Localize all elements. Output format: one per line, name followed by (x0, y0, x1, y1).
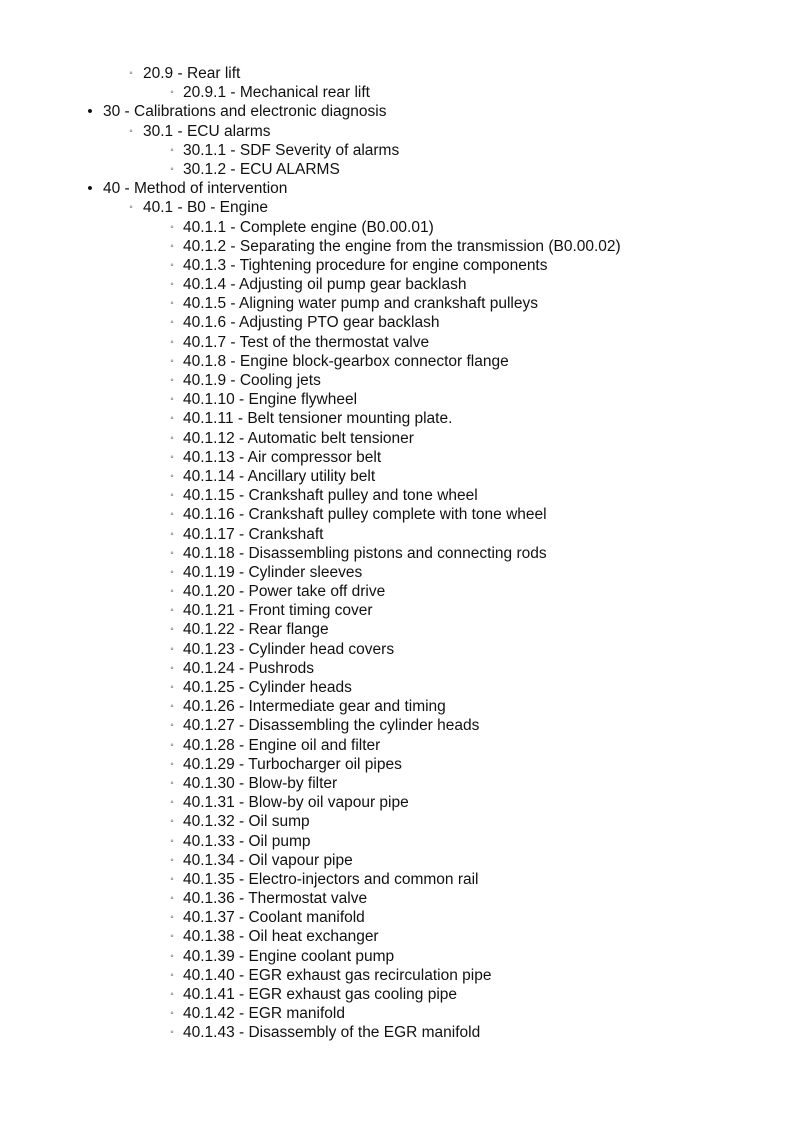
toc-entry-level-3[interactable] (0, 793, 794, 812)
toc-entry-label: 30.1.2 - ECU ALARMS (183, 160, 340, 178)
toc-entry-label: 40.1.6 - Adjusting PTO gear backlash (183, 314, 440, 332)
toc-entry-label: 40.1 - B0 - Engine (143, 199, 268, 217)
toc-entry-label: 40.1.43 - Disassembly of the EGR manifold (183, 1024, 481, 1042)
circle-bullet-icon: ◦ (170, 355, 174, 367)
toc-entry-level-3[interactable] (0, 736, 794, 755)
toc-entry-label: 20.9 - Rear lift (143, 65, 241, 82)
toc-entry-label: 40.1.15 - Crankshaft pulley and tone wheel (183, 487, 478, 505)
circle-bullet-icon: ◦ (170, 336, 174, 348)
toc-entry-level-3[interactable] (0, 1023, 794, 1042)
toc-entry-level-3[interactable] (0, 985, 794, 1004)
toc-entry-label: 40.1.16 - Crankshaft pulley complete with tone wheel (183, 506, 547, 524)
toc-entry-level-3[interactable] (0, 755, 794, 774)
toc-entry-level-1[interactable] (0, 102, 794, 121)
circle-bullet-icon: ◦ (170, 144, 174, 156)
circle-bullet-icon: ◦ (170, 566, 174, 578)
toc-entry-label: 40.1.42 - EGR manifold (183, 1005, 345, 1023)
circle-bullet-icon: ◦ (170, 547, 174, 559)
circle-bullet-icon: ◦ (170, 432, 174, 444)
toc-entry-label: 40.1.19 - Cylinder sleeves (183, 563, 363, 581)
toc-entry-level-3[interactable] (0, 390, 794, 409)
toc-entry-label: 40.1.32 - Oil sump (183, 813, 310, 831)
circle-bullet-icon: ◦ (170, 605, 174, 617)
toc-entry-level-3[interactable] (0, 544, 794, 563)
circle-bullet-icon: ◦ (170, 624, 174, 636)
circle-bullet-icon: ◦ (170, 221, 174, 233)
toc-entry-level-3[interactable] (0, 160, 794, 179)
toc-entry-level-3[interactable] (0, 409, 794, 428)
circle-bullet-icon: ◦ (170, 317, 174, 329)
circle-bullet-icon: ◦ (170, 989, 174, 1000)
circle-bullet-icon: ◦ (170, 720, 174, 732)
circle-bullet-icon: ◦ (170, 758, 174, 770)
circle-bullet-icon: ◦ (170, 873, 174, 885)
toc-entry-level-3[interactable] (0, 927, 794, 946)
circle-bullet-icon: ◦ (170, 87, 174, 99)
toc-entry-label: 40.1.14 - Ancillary utility belt (183, 467, 376, 485)
circle-bullet-icon: ◦ (170, 509, 174, 521)
toc-entry-level-3[interactable] (0, 947, 794, 966)
circle-bullet-icon: ◦ (170, 701, 174, 713)
toc-entry-level-3[interactable] (0, 812, 794, 831)
toc-entry-level-3[interactable] (0, 697, 794, 716)
toc-entry-level-3[interactable] (0, 832, 794, 851)
toc-entry-label: 40.1.26 - Intermediate gear and timing (183, 698, 446, 716)
toc-entry-level-2[interactable] (0, 198, 794, 217)
circle-bullet-icon: ◦ (170, 375, 174, 386)
circle-bullet-icon: ◦ (170, 1008, 174, 1020)
toc-entry-label: 40.1.39 - Engine coolant pump (183, 947, 395, 965)
bullet-icon: • (87, 180, 93, 198)
bullet-icon: • (87, 103, 93, 121)
toc-entry-level-3[interactable] (0, 486, 794, 505)
circle-bullet-icon: ◦ (170, 931, 174, 943)
toc-entry-level-3[interactable] (0, 256, 794, 275)
toc-entry-label: 40.1.12 - Automatic belt tensioner (183, 429, 414, 447)
toc-entry-level-3[interactable] (0, 313, 794, 332)
toc-entry-label: 40.1.17 - Crankshaft (183, 525, 324, 543)
circle-bullet-icon: ◦ (170, 240, 174, 252)
toc-entry-label: 40.1.34 - Oil vapour pipe (183, 851, 353, 869)
toc-entry-level-3[interactable] (0, 218, 794, 237)
toc-entry-label: 40.1.18 - Disassembling pistons and connecting rods (183, 544, 547, 562)
toc-entry-label: 40.1.36 - Thermostat valve (183, 890, 368, 908)
circle-bullet-icon: ◦ (170, 682, 174, 693)
toc-entry-label: 40.1.5 - Aligning water pump and crankshaft pulleys (183, 295, 538, 313)
toc-entry-label: 40.1.33 - Oil pump (183, 832, 311, 850)
toc-entry-level-1[interactable] (0, 179, 794, 198)
circle-bullet-icon: ◦ (170, 662, 174, 674)
circle-bullet-icon: ◦ (170, 893, 174, 905)
circle-bullet-icon: ◦ (170, 394, 174, 406)
toc-entry-level-3[interactable] (0, 620, 794, 639)
toc-entry-label: 40.1.27 - Disassembling the cylinder heads (183, 717, 480, 735)
toc-entry-label: 40.1.1 - Complete engine (B0.00.01) (183, 218, 434, 236)
toc-entry-label: 40.1.24 - Pushrods (183, 659, 314, 677)
toc-entry-label: 30.1.1 - SDF Severity of alarms (183, 141, 400, 159)
toc-entry-label: 40.1.37 - Coolant manifold (183, 909, 365, 927)
toc-entry-level-3[interactable] (0, 448, 794, 467)
toc-entry-label: 20.9.1 - Mechanical rear lift (183, 84, 370, 102)
toc-entry-level-2[interactable] (0, 64, 794, 83)
circle-bullet-icon: ◦ (170, 912, 174, 924)
circle-bullet-icon: ◦ (170, 586, 174, 598)
circle-bullet-icon: ◦ (170, 643, 174, 655)
toc-entry-level-3[interactable] (0, 908, 794, 927)
circle-bullet-icon: ◦ (170, 969, 174, 981)
toc-entry-level-3[interactable] (0, 333, 794, 352)
toc-entry-label: 40.1.21 - Front timing cover (183, 602, 373, 620)
toc-entry-label: 40.1.23 - Cylinder head covers (183, 640, 395, 658)
circle-bullet-icon: ◦ (170, 528, 174, 540)
circle-bullet-icon: ◦ (170, 279, 174, 291)
toc-entry-level-3[interactable] (0, 275, 794, 294)
toc-entry-level-3[interactable] (0, 141, 794, 160)
toc-entry-label: 40.1.20 - Power take off drive (183, 583, 386, 601)
toc-entry-label: 40.1.38 - Oil heat exchanger (183, 928, 379, 946)
toc-entry-label: 40.1.25 - Cylinder heads (183, 679, 352, 696)
circle-bullet-icon: ◦ (170, 259, 174, 271)
toc-entry-label: 40.1.13 - Air compressor belt (183, 448, 382, 466)
toc-entry-label: 40 - Method of intervention (103, 180, 288, 198)
toc-entry-label: 30.1 - ECU alarms (143, 122, 271, 140)
toc-entry-level-3[interactable] (0, 716, 794, 735)
toc-entry-level-3[interactable] (0, 851, 794, 870)
toc-entry-label: 40.1.2 - Separating the engine from the transmission (B0.00.02) (183, 237, 621, 255)
circle-bullet-icon: ◦ (170, 950, 174, 962)
toc-entry-label: 40.1.11 - Belt tensioner mounting plate. (183, 410, 453, 428)
circle-bullet-icon: ◦ (170, 451, 174, 463)
toc-entry-level-3[interactable] (0, 371, 794, 390)
toc-entry-label: 40.1.35 - Electro-injectors and common rail (183, 870, 479, 888)
toc-entry-level-3[interactable] (0, 505, 794, 524)
circle-bullet-icon: ◦ (170, 413, 174, 425)
toc-entry-level-2[interactable] (0, 122, 794, 141)
circle-bullet-icon: ◦ (170, 163, 174, 175)
toc-entry-level-3[interactable] (0, 294, 794, 313)
circle-bullet-icon: ◦ (170, 835, 174, 847)
toc-entry-level-3[interactable] (0, 467, 794, 486)
toc-entry-level-3[interactable] (0, 889, 794, 908)
toc-entry-level-3[interactable] (0, 83, 794, 102)
toc-entry-label: 40.1.9 - Cooling jets (183, 372, 321, 389)
circle-bullet-icon: ◦ (170, 298, 174, 310)
toc-entry-level-3[interactable] (0, 870, 794, 889)
toc-entry-label: 40.1.3 - Tightening procedure for engine components (183, 256, 548, 274)
circle-bullet-icon: ◦ (129, 125, 133, 137)
circle-bullet-icon: ◦ (129, 68, 133, 79)
toc-entry-label: 30 - Calibrations and electronic diagnosis (103, 103, 387, 121)
circle-bullet-icon: ◦ (170, 854, 174, 866)
circle-bullet-icon: ◦ (129, 202, 133, 214)
toc-entry-level-3[interactable] (0, 640, 794, 659)
toc-entry-label: 40.1.40 - EGR exhaust gas recirculation pipe (183, 966, 492, 984)
toc-entry-level-3[interactable] (0, 966, 794, 985)
table-of-contents (0, 64, 794, 1043)
toc-entry-label: 40.1.30 - Blow-by filter (183, 774, 338, 792)
toc-entry-level-3[interactable] (0, 582, 794, 601)
circle-bullet-icon: ◦ (170, 777, 174, 789)
toc-entry-label: 40.1.4 - Adjusting oil pump gear backlash (183, 276, 467, 294)
toc-entry-label: 40.1.41 - EGR exhaust gas cooling pipe (183, 986, 458, 1003)
toc-entry-label: 40.1.28 - Engine oil and filter (183, 736, 381, 754)
toc-entry-level-3[interactable] (0, 601, 794, 620)
circle-bullet-icon: ◦ (170, 470, 174, 482)
circle-bullet-icon: ◦ (170, 816, 174, 828)
toc-entry-label: 40.1.7 - Test of the thermostat valve (183, 333, 430, 351)
circle-bullet-icon: ◦ (170, 797, 174, 809)
toc-entry-level-3[interactable] (0, 774, 794, 793)
toc-entry-label: 40.1.29 - Turbocharger oil pipes (183, 755, 402, 773)
toc-entry-label: 40.1.10 - Engine flywheel (183, 391, 358, 409)
circle-bullet-icon: ◦ (170, 490, 174, 502)
circle-bullet-icon: ◦ (170, 739, 174, 751)
toc-entry-label: 40.1.22 - Rear flange (183, 621, 329, 639)
toc-entry-level-3[interactable] (0, 429, 794, 448)
toc-entry-label: 40.1.31 - Blow-by oil vapour pipe (183, 794, 409, 812)
toc-entry-level-3[interactable] (0, 352, 794, 371)
circle-bullet-icon: ◦ (170, 1027, 174, 1039)
toc-entry-level-3[interactable] (0, 563, 794, 582)
toc-entry-level-3[interactable] (0, 237, 794, 256)
toc-entry-level-3[interactable] (0, 678, 794, 697)
toc-entry-level-3[interactable] (0, 1004, 794, 1023)
toc-entry-level-3[interactable] (0, 659, 794, 678)
toc-entry-level-3[interactable] (0, 525, 794, 544)
toc-entry-label: 40.1.8 - Engine block-gearbox connector flange (183, 352, 509, 370)
